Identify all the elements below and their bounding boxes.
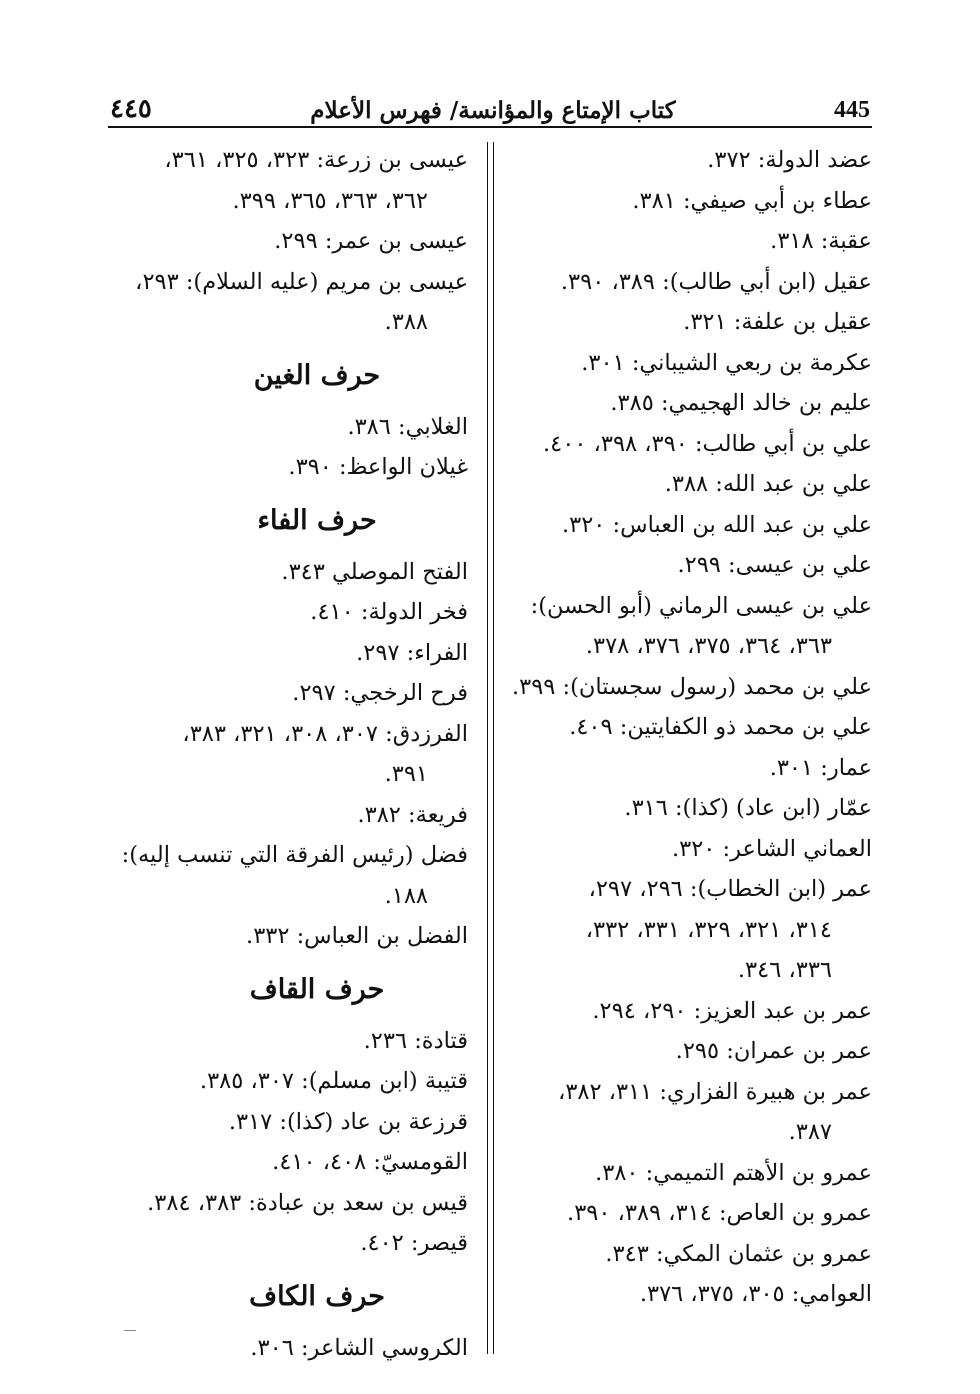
entry-text: عيسى بن زرعة: ٣٢٣، ٣٢٥، ٣٦١، <box>164 147 468 173</box>
index-entry <box>96 1328 468 1369</box>
section-heading: حرف الكاف <box>249 1280 385 1312</box>
section-heading: حرف الفاء <box>257 504 377 536</box>
index-entry <box>500 1193 872 1234</box>
entry-text: عقيل بن علفة: ٣٢١. <box>683 309 872 335</box>
index-entry <box>500 140 872 181</box>
entry-text: قتيبة (ابن مسلم): ٣٠٧، ٣٨٥. <box>199 1068 468 1094</box>
index-entry <box>96 407 468 448</box>
entry-text: عمرو بن العاص: ٣١٤، ٣٨٩، ٣٩٠. <box>567 1200 872 1226</box>
entry-text: عليم بن خالد الهجيمي: ٣٨٥. <box>610 390 872 416</box>
entry-continuation: ٣٣٦، ٣٤٦. <box>737 957 832 983</box>
index-entry <box>96 714 468 795</box>
index-entry <box>96 552 468 593</box>
entry-text: عمار: ٣٠١. <box>769 754 872 781</box>
entry-text: عضد الدولة: ٣٧٢. <box>707 147 872 173</box>
entry-continuation: ١٨٨. <box>384 882 428 909</box>
index-entry <box>500 1031 872 1072</box>
index-entry <box>96 1061 468 1102</box>
index-entry <box>500 424 872 465</box>
index-entry <box>500 1274 872 1315</box>
index-entry <box>500 343 872 384</box>
index-entry <box>96 835 468 916</box>
index-entry <box>500 748 872 789</box>
index-entry <box>500 302 872 343</box>
entry-text: عكرمة بن ربعي الشيباني: ٣٠١. <box>581 349 872 376</box>
corner-mark <box>124 1330 136 1331</box>
index-entry <box>500 869 872 991</box>
entry-text: عطاء بن أبي صيفي: ٣٨١. <box>632 187 872 214</box>
page-number-latin: 445 <box>834 97 870 123</box>
entry-text: عمّار (ابن عاد) (كذا): ٣١٦. <box>624 795 872 821</box>
entry-text: الفرزدق: ٣٠٧، ٣٠٨، ٣٢١، ٣٨٣، <box>182 720 468 747</box>
index-entry <box>500 991 872 1032</box>
index-entry <box>96 916 468 957</box>
entry-text: فرح الرخجي: ٢٩٧. <box>292 680 468 706</box>
header-rule <box>108 126 872 128</box>
entry-text: عيسى بن مريم (عليه السلام): ٢٩٣، <box>135 268 468 295</box>
entry-continuation: ٣٩١. <box>384 761 428 787</box>
index-entry <box>500 1153 872 1194</box>
entry-text: علي بن أبي طالب: ٣٩٠، ٣٩٨، ٤٠٠. <box>543 430 872 457</box>
entry-text: قيس بن سعد بن عبادة: ٣٨٣، ٣٨٤. <box>147 1189 468 1216</box>
entry-text: عمر بن عمران: ٢٩٥. <box>675 1038 872 1064</box>
index-entry <box>500 788 872 829</box>
entry-continuation: ٣٦٣، ٣٦٤، ٣٧٥، ٣٧٦، ٣٧٨. <box>585 633 832 659</box>
entry-text: الكروسي الشاعر: ٣٠٦. <box>250 1334 468 1361</box>
entry-text: قتادة: ٢٣٦. <box>363 1027 468 1054</box>
entry-text: علي بن عبد الله بن العباس: ٣٢٠. <box>561 511 872 538</box>
index-entry <box>500 545 872 586</box>
entry-continuation: ٣٨٧. <box>788 1119 832 1145</box>
entry-text: عمر بن عبد العزيز: ٢٩٠، ٢٩٤. <box>592 997 872 1024</box>
page-header <box>110 84 870 124</box>
entry-text: قيصر: ٤٠٢. <box>360 1230 468 1256</box>
entry-text: عمر بن هبيرة الفزاري: ٣١١، ٣٨٢، <box>558 1078 872 1105</box>
index-entry <box>96 1223 468 1264</box>
section-heading: حرف القاف <box>249 973 385 1005</box>
index-entry <box>96 795 468 836</box>
index-entry <box>500 464 872 505</box>
entry-text: عقيل (ابن أبي طالب): ٣٨٩، ٣٩٠. <box>560 268 872 295</box>
entry-continuation: ٣١٤، ٣٢١، ٣٢٩، ٣٣١، ٣٣٢، <box>585 916 832 943</box>
index-entry <box>500 1072 872 1153</box>
index-entry <box>96 673 468 714</box>
entry-text: الغلابي: ٣٨٦. <box>347 413 468 440</box>
index-entry <box>96 221 468 262</box>
entry-text: قرزعة بن عاد (كذا): ٣١٧. <box>228 1108 468 1135</box>
index-entry <box>96 1183 468 1224</box>
index-entry <box>96 262 468 343</box>
index-entry <box>96 1021 468 1062</box>
index-entry <box>500 181 872 222</box>
index-entry <box>500 1234 872 1275</box>
index-entry <box>500 667 872 708</box>
entry-text: علي بن عيسى: ٢٩٩. <box>677 552 872 578</box>
entry-text: الفضل بن العباس: ٣٣٢. <box>246 923 468 949</box>
entry-text: فضل (رئيس الفرقة التي تنسب إليه): <box>121 842 468 868</box>
entry-text: علي بن محمد ذو الكفايتين: ٤٠٩. <box>569 714 872 740</box>
index-entry <box>96 592 468 633</box>
entry-text: علي بن عبد الله: ٣٨٨. <box>664 471 872 497</box>
index-entry <box>500 829 872 870</box>
entry-text: غيلان الواعظ: ٣٩٠. <box>288 454 468 480</box>
entry-text: الفراء: ٢٩٧. <box>356 639 468 666</box>
index-entry <box>500 262 872 303</box>
section-heading: حرف الغين <box>253 359 381 391</box>
left-column <box>96 140 468 1361</box>
entry-text: العوامي: ٣٠٥، ٣٧٥، ٣٧٦. <box>639 1281 872 1307</box>
entry-text: فريعة: ٣٨٢. <box>357 801 468 828</box>
column-divider <box>487 142 494 1354</box>
entry-continuation: ٣٨٨. <box>384 309 428 335</box>
index-entry <box>500 707 872 748</box>
entry-text: فخر الدولة: ٤١٠. <box>310 599 468 625</box>
index-entry <box>96 633 468 674</box>
right-column <box>500 140 872 1354</box>
entry-text: القومسيّ: ٤٠٨، ٤١٠. <box>272 1149 468 1175</box>
index-entry <box>500 383 872 424</box>
index-entry <box>500 221 872 262</box>
entry-text: عمر (ابن الخطاب): ٢٩٦، ٢٩٧، <box>588 876 872 902</box>
entry-text: عمرو بن الأهتم التميمي: ٣٨٠. <box>595 1159 872 1186</box>
page-number-arabic: ٤٤٥ <box>110 94 152 124</box>
index-entry <box>96 1102 468 1143</box>
entry-text: العماني الشاعر: ٣٢٠. <box>671 835 872 862</box>
entry-text: عمرو بن عثمان المكي: ٣٤٣. <box>605 1240 872 1267</box>
index-entry <box>500 586 872 667</box>
entry-text: علي بن عيسى الرماني (أبو الحسن): <box>530 592 872 619</box>
index-entry <box>96 447 468 488</box>
entry-text: الفتح الموصلي ٣٤٣. <box>281 558 468 585</box>
entry-text: عقبة: ٣١٨. <box>770 228 872 254</box>
index-entry <box>96 140 468 221</box>
entry-text: علي بن محمد (رسول سجستان): ٣٩٩. <box>511 673 872 700</box>
index-entry <box>500 505 872 546</box>
index-entry <box>96 1142 468 1183</box>
running-title: كتاب الإمتاع والمؤانسة/ فهرس الأعلام <box>310 97 676 124</box>
entry-text: عيسى بن عمر: ٢٩٩. <box>274 228 468 254</box>
entry-continuation: ٣٦٢، ٣٦٣، ٣٦٥، ٣٩٩. <box>232 187 428 214</box>
